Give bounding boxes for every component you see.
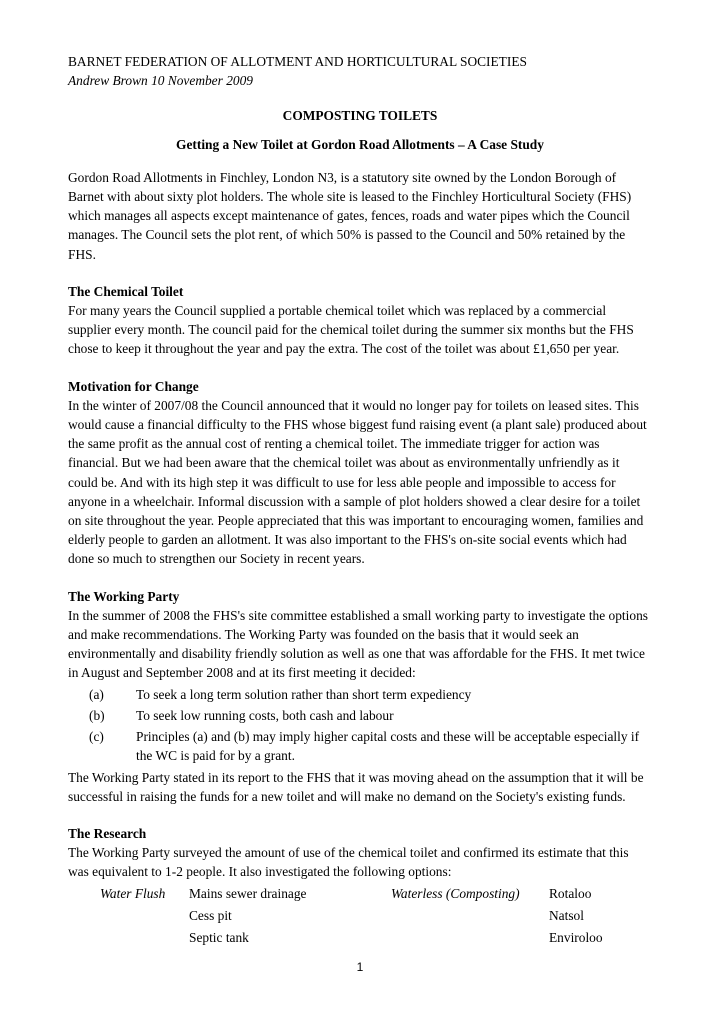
section-closing: The Working Party stated in its report to the FHS that it was moving ahead on the assumption that it will be successful in raising the funds for a new toilet and will make no demand on the Society's existing funds. <box>68 769 644 804</box>
water-flush-label: Water Flush <box>100 885 166 901</box>
document-title: COMPOSTING TOILETS <box>282 108 438 124</box>
byline: Andrew Brown 10 November 2009 <box>68 73 253 89</box>
options-table <box>68 884 652 950</box>
section-body: In the winter of 2007/08 the Council announced that it would no longer pay for toilets on leased sites. This would cause a financial difficulty to the FHS whose biggest fund raising event (a plant sale) produced about the same profit as the annual cost of renting a chemical toilet. The immediate trigger for action was financial. But we had been aware that the chemical toilet was about as environmentally unfriendly as it could be. And with its high step it was difficult to use for less able people and impossible to access for anyone in a wheelchair. Informal discussion with a sample of plot holders showed a clear desire for a toilet on site throughout the year. People appreciated that this was important to encouraging women, families and elderly people to garden an allotment. It was also important to the FHS's on-site social events which had done so much to strengthen our Society in recent years. <box>68 397 647 567</box>
section-body: In the summer of 2008 the FHS's site committee established a small working party to investigate the options and make recommendations. The Working Party was founded on the basis that it would seek an environmentally and disability friendly solution as well as one that was affordable for the FHS. It met twice in August and September 2008 and at its first meeting it decided: <box>68 607 648 681</box>
water-option: Mains sewer drainage <box>189 885 307 901</box>
section-heading: Motivation for Change <box>68 378 199 394</box>
options-row <box>68 884 652 906</box>
options-row <box>68 928 652 950</box>
list-item-text: Principles (a) and (b) may imply higher capital costs and these will be acceptable especially if the WC is paid for by a grant. <box>136 729 640 764</box>
section-research <box>68 824 652 950</box>
section-body: For many years the Council supplied a portable chemical toilet which was replaced by a commercial supplier every month. The council paid for the chemical toilet during the summer six months but the FHS chose to keep it throughout the year and pay the extra. The cost of the toilet was about £1,650 per year. <box>68 303 634 357</box>
intro-paragraph: Gordon Road Allotments in Finchley, London N3, is a statutory site owned by the London Borough of Barnet with about sixty plot holders. The whole site is leased to the Finchley Horticultural Society (FHS) which manages all aspects except maintenance of gates, fences, roads and water pipes which the Council manages. The Council sets the plot rent, of which 50% is passed to the Council and 50% retained by the FHS. <box>68 169 632 262</box>
water-option: Septic tank <box>189 929 249 945</box>
options-row <box>68 906 652 928</box>
org-header: BARNET FEDERATION OF ALLOTMENT AND HORTICULTURAL SOCIETIES <box>68 54 527 69</box>
list-item <box>68 727 652 765</box>
waterless-option: Enviroloo <box>549 929 603 945</box>
list-marker: (a) <box>89 686 104 702</box>
list-item <box>68 706 652 725</box>
list-item-text: To seek a long term solution rather than short term expediency <box>136 686 472 702</box>
section-body: The Working Party surveyed the amount of use of the chemical toilet and confirmed its estimate that this was equivalent to 1-2 people. It also investigated the following options: <box>68 845 629 880</box>
waterless-option: Rotaloo <box>549 885 592 901</box>
section-heading: The Research <box>68 825 147 841</box>
document-subtitle: Getting a New Toilet at Gordon Road Allotments – A Case Study <box>176 136 544 152</box>
section-chemical-toilet <box>68 282 652 359</box>
section-heading: The Working Party <box>68 588 180 604</box>
decision-list <box>68 685 652 766</box>
list-item-text: To seek low running costs, both cash and labour <box>136 707 394 723</box>
waterless-label: Waterless (Composting) <box>391 885 520 901</box>
list-marker: (c) <box>89 729 104 745</box>
list-item <box>68 685 652 704</box>
waterless-option: Natsol <box>549 907 584 923</box>
section-motivation <box>68 377 652 569</box>
water-option: Cess pit <box>189 907 232 923</box>
list-marker: (b) <box>89 707 105 723</box>
document-page <box>68 52 652 950</box>
section-working-party <box>68 587 652 806</box>
section-heading: The Chemical Toilet <box>68 283 184 299</box>
page-number: 1 <box>356 960 364 974</box>
